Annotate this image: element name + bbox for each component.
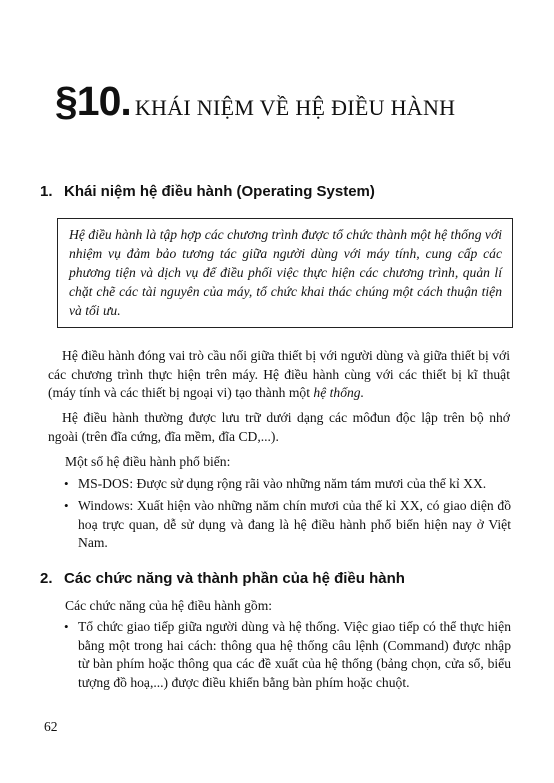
definition-box	[57, 218, 513, 328]
paragraph-role-emphasis: hệ thống.	[313, 385, 364, 400]
section-2-heading	[40, 570, 405, 587]
paragraph-functions-intro	[65, 597, 511, 616]
list-item-windows	[78, 497, 511, 553]
paragraph-role-text: Hệ điều hành đóng vai trò cầu nối giữa thiết bị với người dùng và giữa thiết bị với các chương trình thực hiện trên máy. Hệ điều hành cùng với các thiết bị kĩ thuật (máy tính và các thiết bị ngoại vi) tạo thành một	[48, 348, 510, 400]
list-item-communication	[78, 618, 511, 692]
section-2-title: Các chức năng và thành phần của hệ điều hành	[64, 570, 405, 587]
definition-text: Hệ điều hành là tập hợp các chương trình được tổ chức thành một hệ thống với nhiệm vụ đảm bảo tương tác giữa người dùng với máy tính, cung cấp các phương tiện và dịch vụ để điều phối việc thực hiện các chương trình, quản lí chặt chẽ các tài nguyên của máy, tổ chức khai thác chúng một cách thuận tiện và tối ưu.	[69, 227, 502, 318]
paragraph-storage-text: Hệ điều hành thường được lưu trữ dưới dạng các môđun độc lập trên bộ nhớ ngoài (trên đĩa cứng, đĩa mềm, đĩa CD,...).	[48, 410, 510, 444]
section-1-title: Khái niệm hệ điều hành (Operating System)	[64, 183, 375, 200]
bullet-dot: •	[64, 619, 69, 634]
paragraph-role	[48, 347, 510, 403]
list-item-windows-text: Windows: Xuất hiện vào những năm chín mươi của thế kỉ XX, có giao diện đồ hoạ trực quan, dễ sử dụng và đang là hệ điều hành phổ biến hiện nay ở Việt Nam.	[78, 498, 511, 550]
page-number: 62	[44, 719, 58, 734]
section-1-heading	[40, 183, 375, 200]
chapter-title: KHÁI NIỆM VỀ HỆ ĐIỀU HÀNH	[134, 95, 456, 120]
list-item-communication-text: Tổ chức giao tiếp giữa người dùng và hệ thống. Việc giao tiếp có thể thực hiện bằng một trong hai cách: thông qua hệ thống câu lệnh (Command) được nhập từ bàn phím hoặc thông qua các đề xuất của hệ thống (bảng chọn, cửa sổ, biểu tượng đồ hoạ,...) được điều khiển bằng bàn phím hoặc chuột.	[78, 619, 511, 690]
section-2-number: 2.	[40, 570, 53, 587]
section-1-number: 1.	[40, 183, 53, 200]
list-item-msdos	[78, 475, 511, 494]
bullet-dot: •	[64, 476, 69, 491]
bullet-dot: •	[64, 498, 69, 513]
list-item-msdos-text: MS-DOS: Được sử dụng rộng rãi vào những năm tám mươi của thế kỉ XX.	[78, 476, 487, 491]
paragraph-popular-os-text: Một số hệ điều hành phổ biến:	[65, 454, 231, 469]
paragraph-functions-intro-text: Các chức năng của hệ điều hành gồm:	[65, 598, 273, 613]
paragraph-storage	[48, 409, 510, 446]
chapter-heading	[55, 78, 455, 125]
chapter-number: §10.	[55, 78, 131, 124]
paragraph-popular-os	[65, 453, 511, 472]
